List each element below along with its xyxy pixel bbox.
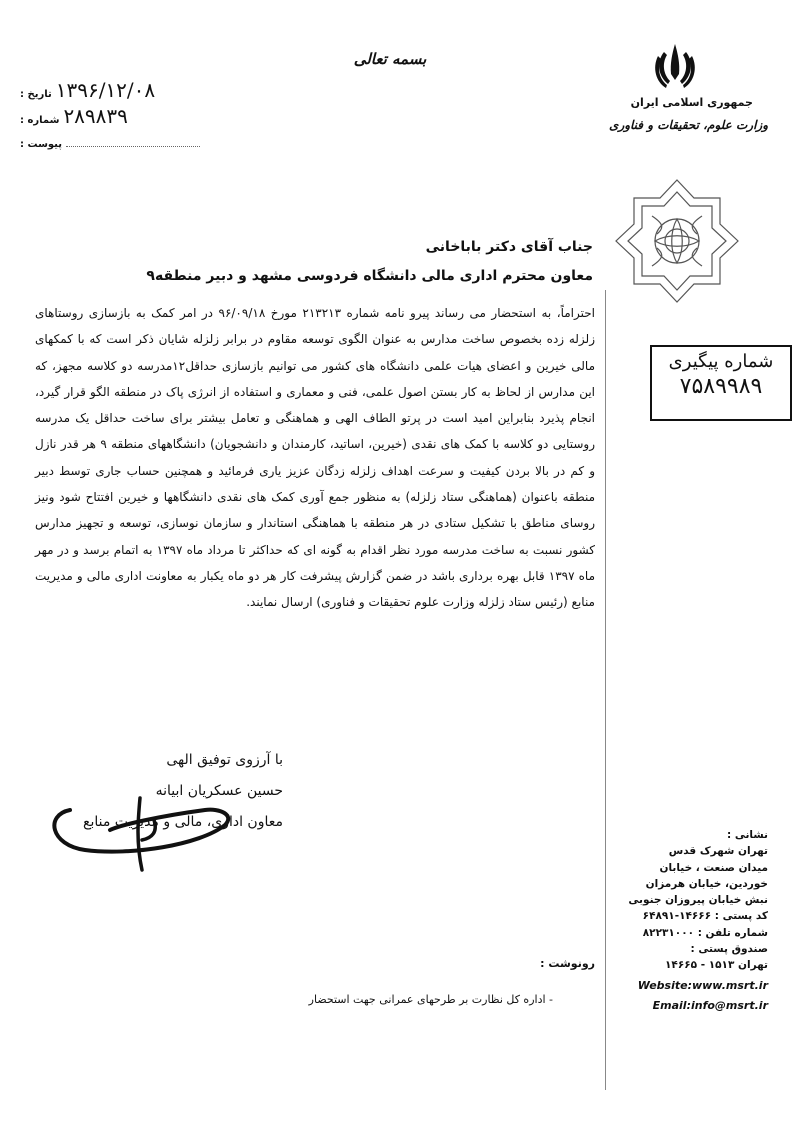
date-row <box>20 78 200 102</box>
address-line: تهران شهرک قدس <box>668 845 768 858</box>
letter-body: احتراماً، به استحضار می رساند پیرو نامه شماره ۲۱۳۲۱۳ مورخ ۹۶/۰۹/۱۸ در امر کمک به بازسازی روستاهای زلزله زده بخصوص ساخت مدارس به عنوان الگوی توسعه مقاوم در برابر زلزله شایان ذکر است که با کمکهای مالی خیرین و اعضای هیات علمی دانشگاه های کشور می توانیم بازسازی حداقل۱۲مدرسه دو کلاسه مجهز، که این مدارس از لحاظ به کار بستن اصول علمی، فنی و معماری و استفاده از انرژی پاک در منطقه الگو قرار گیرد، انجام پذیرد بنابراین امید است در پرتو الطاف الهی و هماهنگی و تعامل بیشتر برای ساخت حداقل یک مدرسه روستایی دو کلاسه با کمک های نقدی (خیرین، اساتید، کارمندان و دانشجویان) دانشگاههای منطقه ۹ هر قدر نازل و کم در بالا بردن کیفیت و سرعت اهداف زلزله زدگان عزیز یاری فرمائید و همچنین حساب جاری توسط دبیر منطقه باعنوان (هماهنگی ستاد زلزله) به منظور جمع آوری کمک های نقدی دانشگاهها و خیرین افتتاح شود ونیز روسای مناطق با تشکیل ستادی در هر منطقه با هماهنگی استاندار و سازمان نوسازی، توسعه و تجهیز مدارس کشور نسبت به ساخت مدرسه مورد نظر اقدام به گونه ای که حداکثر تا مرداد ماه ۱۳۹۷ به اتمام برسد و در مهر ماه ۱۳۹۷ قابل بهره برداری باشد در ضمن گزارش پیشرفت کار هر دو ماه یکبار به معاونت اداری مالی و مدیریت منابع (رئیس ستاد زلزله وزارت علوم تحقیقات و فناوری) ارسال نمایند. <box>35 306 596 610</box>
address-block <box>618 827 768 1014</box>
tracking-label: شماره پیگیری <box>668 351 774 372</box>
closing-line: با آرزوی توفیق الهی <box>166 752 283 768</box>
number-label: شماره : <box>20 115 60 126</box>
recipient-block <box>146 233 593 291</box>
ministry-country-line: جمهوری اسلامی ایران <box>630 96 753 109</box>
po-box-value: تهران ۱۵۱۳ - ۱۴۶۶۵ <box>665 959 768 972</box>
po-box-label: صندوق پستی : <box>690 943 768 956</box>
cc-heading: رونوشت : <box>540 957 595 970</box>
attachment-row <box>20 138 200 150</box>
cc-item: - اداره کل نظارت بر طرحهای عمرانی جهت استحضار <box>308 993 553 1006</box>
recipient-title: معاون محترم اداری مالی دانشگاه فردوسی مشهد و دبیر منطقه۹ <box>146 268 593 284</box>
handwritten-signature-icon <box>40 780 240 880</box>
ministry-name-line: وزارت علوم، تحقیقات و فناوری <box>609 118 768 132</box>
address-heading: نشانی : <box>727 829 768 841</box>
tracking-value: ۷۵۸۹۹۸۹ <box>679 374 763 399</box>
bismillah-heading: بسمه تعالی <box>353 50 427 68</box>
signer-name: حسین عسکریان ابیانه <box>155 783 283 799</box>
website-link[interactable]: Website:www.msrt.ir <box>637 978 768 992</box>
number-row <box>20 104 200 128</box>
iran-emblem-icon <box>652 40 698 92</box>
date-label: تاریخ : <box>20 89 52 100</box>
decorative-ornament-icon <box>612 176 742 306</box>
date-value: ۱۳۹۶/۱۲/۰۸ <box>55 78 156 102</box>
margin-divider <box>605 290 606 1090</box>
attachment-dotted-line <box>66 138 200 147</box>
tracking-number-stamp <box>650 345 792 421</box>
address-line: نبش خیابان پیروزان جنوبی <box>628 894 768 907</box>
attachment-label: پیوست : <box>20 139 63 150</box>
signer-title: معاون اداری، مالی و مدیریت منابع <box>83 814 283 830</box>
email-link[interactable]: Email:info@msrt.ir <box>652 998 768 1012</box>
recipient-name: جناب آقای دکتر باباخانی <box>425 239 593 255</box>
postal-code: کد پستی : ۱۴۶۶۶-۶۴۸۹۱ <box>642 910 768 923</box>
address-line: میدان صنعت ، خیابان <box>659 861 768 874</box>
phone-number: شماره تلفن : ۸۲۲۳۱۰۰۰ <box>642 926 768 939</box>
address-line: خوردین، خیابان هرمزان <box>645 877 768 890</box>
number-value: ۲۸۹۸۳۹ <box>63 104 128 128</box>
